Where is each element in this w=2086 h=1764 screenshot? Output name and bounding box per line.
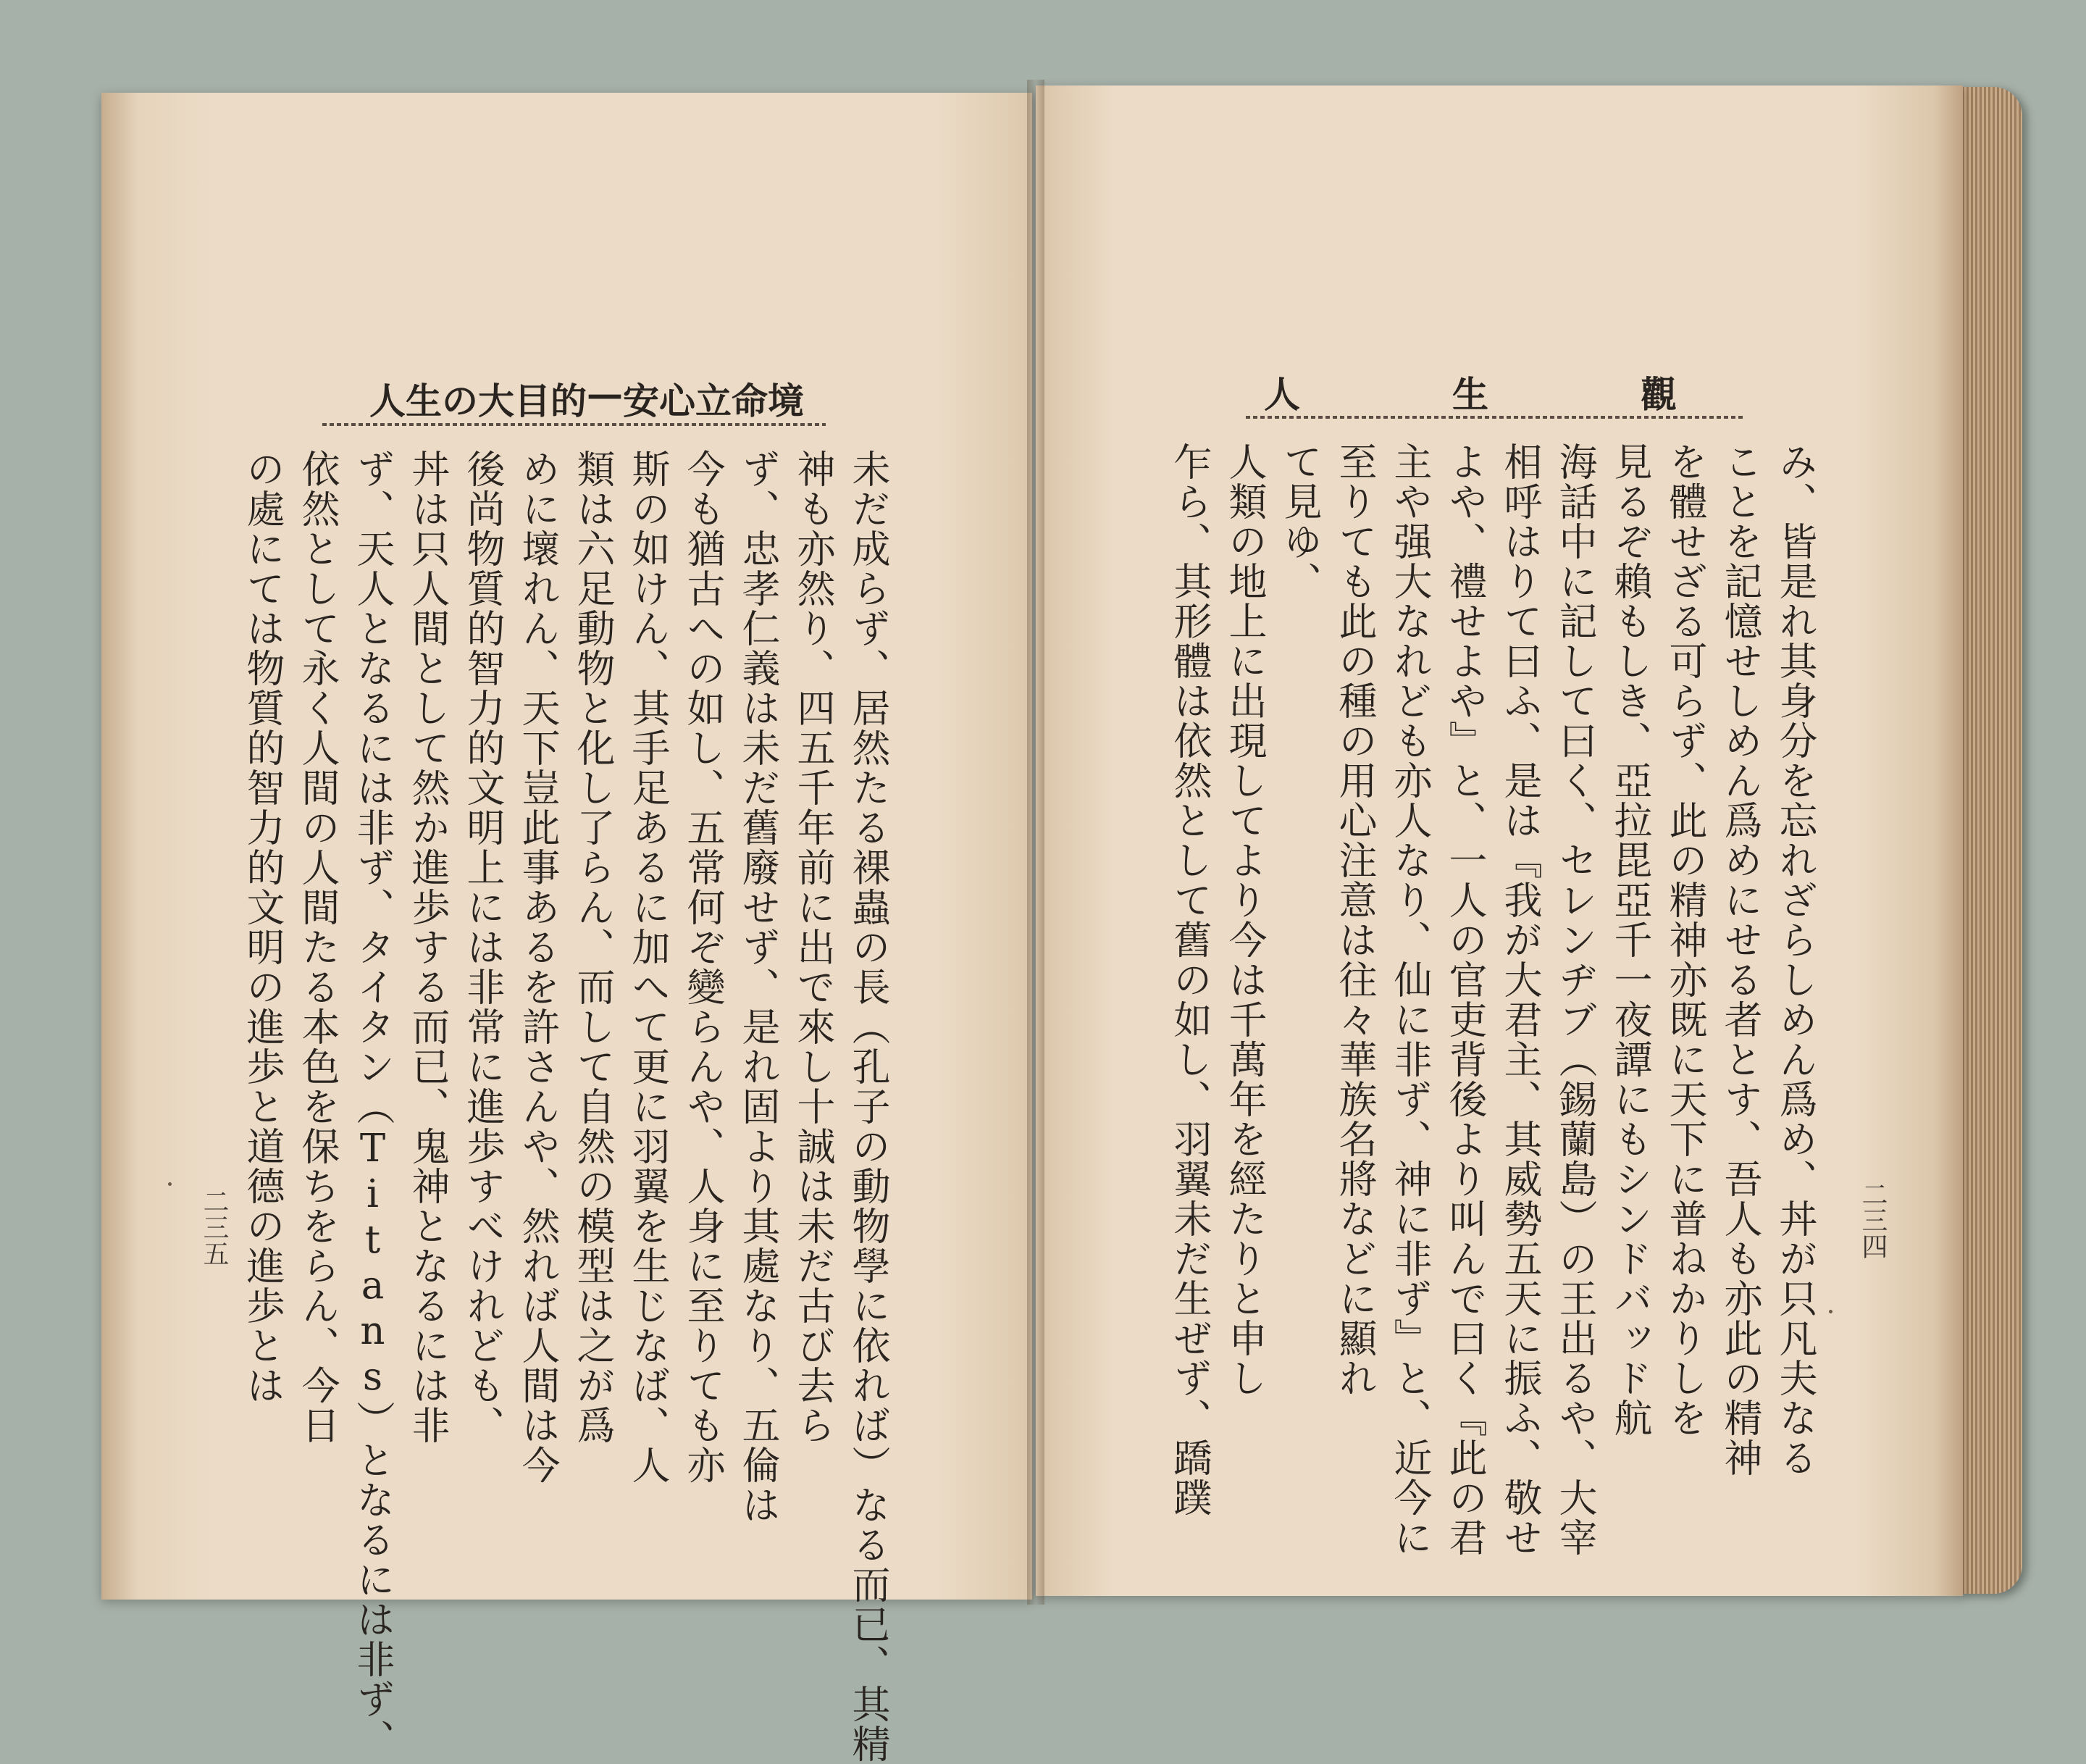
left-page-number: 二三五 bbox=[199, 1188, 229, 1266]
text-column: よや、禮せよや』と、一人の官吏背後より叫んで曰く『此の君 bbox=[1443, 442, 1487, 1558]
text-column: み、皆是れ其身分を忘れざらしめん爲め、丼が只凡夫なる bbox=[1773, 442, 1817, 1478]
text-column: て見ゆ、 bbox=[1278, 442, 1322, 601]
right-page-text-columns bbox=[1119, 442, 1822, 1558]
text-column: ことを記憶せしめん爲めにせる者とす、吾人も亦此の精神 bbox=[1718, 442, 1762, 1478]
right-header-char: 人 bbox=[1264, 373, 1300, 416]
left-header-char: 心 bbox=[659, 380, 695, 422]
left-header-char: 立 bbox=[695, 380, 732, 422]
text-column: 乍ら、其形體は依然として舊の如し、羽翼未だ生ぜず、蹻蹼 bbox=[1168, 442, 1212, 1518]
right-page-running-header bbox=[1264, 366, 1677, 418]
right-page-number: 二三四 bbox=[1858, 1181, 1888, 1259]
left-header-char: の bbox=[442, 380, 478, 422]
right-header-char: 生 bbox=[1452, 373, 1488, 416]
text-column: ず、忠孝仁義は未だ舊廢せず、是れ固より其處なり、五倫は bbox=[736, 449, 780, 1525]
text-column: 斯の如けん、其手足あるに加へて更に羽翼を生じなば、人 bbox=[626, 449, 670, 1485]
right-header-rule bbox=[1246, 416, 1746, 419]
text-column: 至りても此の種の用心注意は往々華族名將などに顯れ bbox=[1333, 442, 1377, 1398]
left-header-char: 境 bbox=[768, 380, 804, 422]
left-header-char: 大 bbox=[478, 380, 514, 422]
text-column: 類は六足動物と化し了らん、而して自然の模型は之が爲 bbox=[571, 449, 615, 1445]
text-column: 主や强大なれども亦人なり、仙に非ず、神に非ず』と、近今に bbox=[1388, 442, 1432, 1558]
text-column: 海話中に記して曰く、セレンヂブ（錫蘭島）の王出るや、大宰 bbox=[1553, 442, 1597, 1558]
text-column: を體せざる可らず、此の精神亦既に天下に普ねかりしを bbox=[1663, 442, 1707, 1438]
left-page-running-header bbox=[369, 372, 804, 425]
paper-speck bbox=[1829, 1310, 1832, 1313]
text-column: 相呼はりて曰ふ、是は『我が大君主、其威勢五天に振ふ、敬せ bbox=[1498, 442, 1542, 1558]
left-header-char: — bbox=[587, 372, 623, 415]
text-column: 後尚物質的智力的文明上には非常に進歩すべけれども、 bbox=[461, 449, 505, 1445]
text-column: の處にては物質的智力的文明の進歩と道德の進歩とは bbox=[240, 449, 285, 1405]
text-column: 神も亦然り、四五千年前に出で來し十誠は未だ古び去ら bbox=[791, 449, 835, 1445]
book-gutter bbox=[1027, 80, 1044, 1605]
book-page-edges bbox=[1956, 87, 2022, 1594]
left-header-char: 人 bbox=[369, 380, 406, 422]
text-column: 未だ成らず、居然たる裸蟲の長（孔子の動物學に依れば）なる而已、其精 bbox=[846, 449, 890, 1764]
left-header-char: 命 bbox=[732, 380, 768, 422]
text-column: 依然として永く人間の人間たる本色を保ちをらん、今日 bbox=[296, 449, 340, 1445]
text-column: 今も猶古への如し、五常何ぞ變らんや、人身に至りても亦 bbox=[681, 449, 725, 1485]
left-header-char: 目 bbox=[514, 380, 550, 422]
right-header-char: 觀 bbox=[1641, 373, 1677, 416]
text-column: 人類の地上に出現してより今は千萬年を經たりと申し bbox=[1223, 442, 1267, 1398]
left-header-char: 生 bbox=[406, 380, 442, 422]
left-header-char: 安 bbox=[623, 380, 659, 422]
left-header-char: 的 bbox=[550, 380, 587, 422]
paper-speck bbox=[168, 1182, 172, 1186]
text-column: 見るぞ賴もしき、亞拉毘亞千一夜譚にもシンドバッド航 bbox=[1608, 442, 1652, 1438]
left-page-text-columns bbox=[217, 449, 895, 1764]
text-column: 丼は只人間として然か進歩する而已、鬼神となるには非 bbox=[406, 449, 450, 1445]
text-column: めに壞れん、天下豈此事あるを許さんや、然れば人間は今 bbox=[516, 449, 560, 1485]
text-column: ず、天人となるには非ず、タイタン（Titans）となるには非ず、 bbox=[351, 449, 395, 1759]
left-header-rule bbox=[322, 423, 826, 426]
